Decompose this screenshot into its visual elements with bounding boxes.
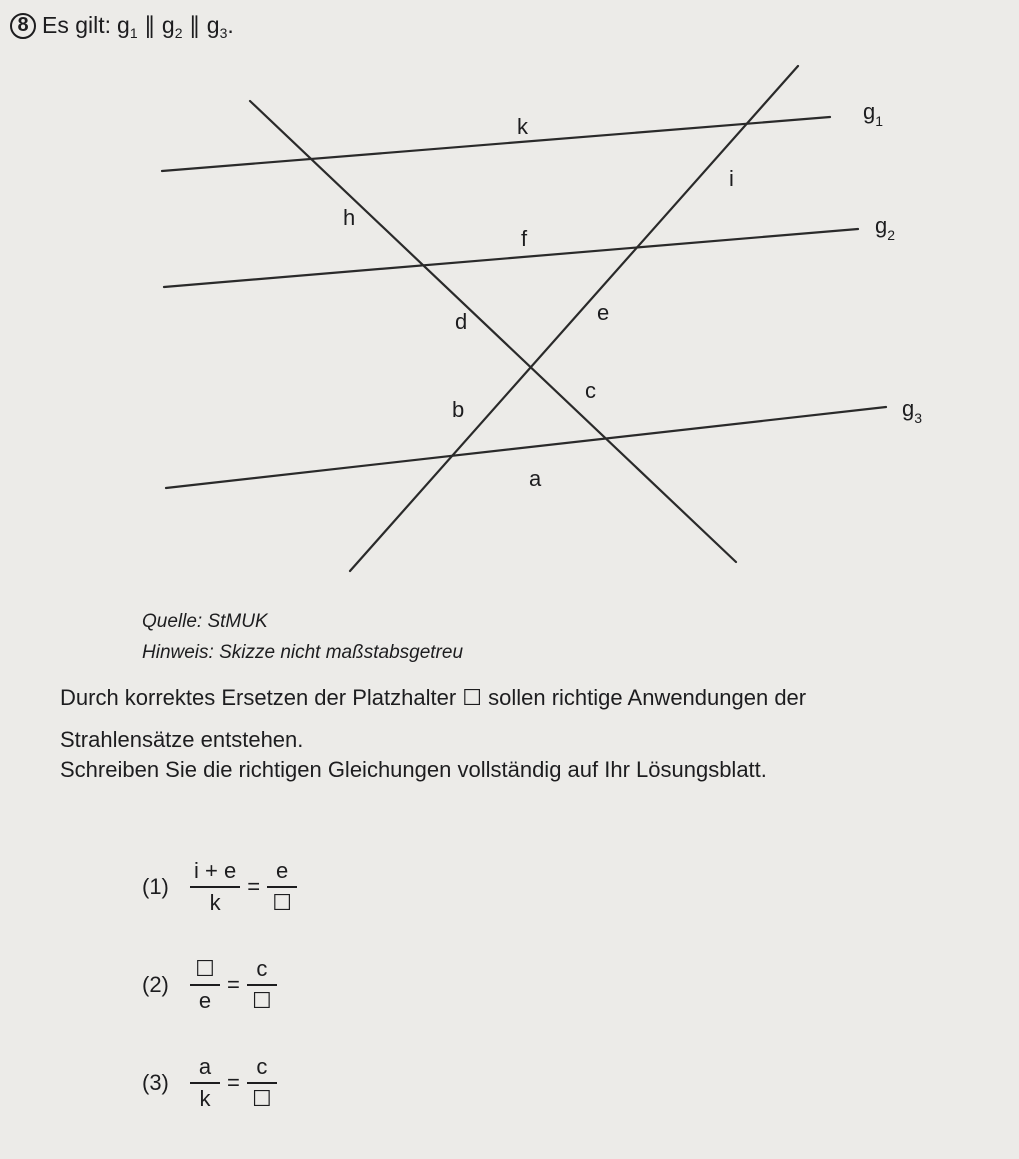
equation-number: (3) — [142, 1070, 169, 1095]
line-g2 — [164, 229, 858, 287]
ray-ascending — [350, 66, 798, 571]
equation-3: (3) $\frac{a}{k}$ = $\frac{c}{☐}$ — [142, 1054, 281, 1112]
instruction-line-1: Durch korrektes Ersetzen der Platzhalter ☐ sollen richtige Anwendungen der — [60, 685, 807, 710]
source-note: Quelle: StMUK — [142, 611, 268, 632]
label-g1: $g_1$ — [863, 99, 884, 129]
fraction-right: $\frac{e}{☐}$ — [267, 858, 297, 916]
equation-number: (1) — [142, 874, 169, 899]
fraction-left: $\frac{☐}{e}$ — [190, 956, 220, 1014]
equation-number: (2) — [142, 972, 169, 997]
parallel-statement: $g_1$ ∥ $g_2$ ∥ $g_3$. — [117, 12, 234, 41]
equation-1: (1) $\frac{i + e}{k}$ = $\frac{e}{☐}$ — [142, 858, 301, 916]
fraction-left: $\frac{a}{k}$ — [190, 1054, 220, 1112]
label-g3: $g_3$ — [902, 396, 923, 426]
label-k: k — [517, 114, 528, 139]
label-i: i — [729, 166, 734, 191]
fraction-right: $\frac{c}{☐}$ — [247, 956, 277, 1014]
instruction-line-3: Schreiben Sie die richtigen Gleichungen vollständig auf Ihr Lösungsblatt. — [60, 757, 767, 782]
hint-note: Hinweis: Skizze nicht maßstabsgetreu — [142, 642, 464, 663]
label-d: d — [455, 309, 468, 334]
fraction-right: $\frac{c}{☐}$ — [247, 1054, 277, 1112]
label-f: f — [521, 226, 528, 251]
label-e: e — [597, 300, 610, 325]
fraction-left: $\frac{i + e}{k}$ — [190, 858, 240, 916]
ray-descending — [250, 101, 736, 562]
instruction-line-2: Strahlensätze entstehen. — [60, 727, 304, 752]
line-g3 — [166, 407, 886, 488]
label-h: h — [343, 205, 356, 230]
label-c: c — [585, 378, 596, 403]
task-intro: Es gilt: — [42, 12, 112, 38]
label-b: b — [452, 397, 465, 422]
label-g2: $g_2$ — [875, 213, 896, 243]
equation-2: (2) $\frac{☐}{e}$ = $\frac{c}{☐}$ — [142, 956, 281, 1014]
task-number: 8 — [10, 13, 36, 39]
label-a: a — [529, 466, 542, 491]
